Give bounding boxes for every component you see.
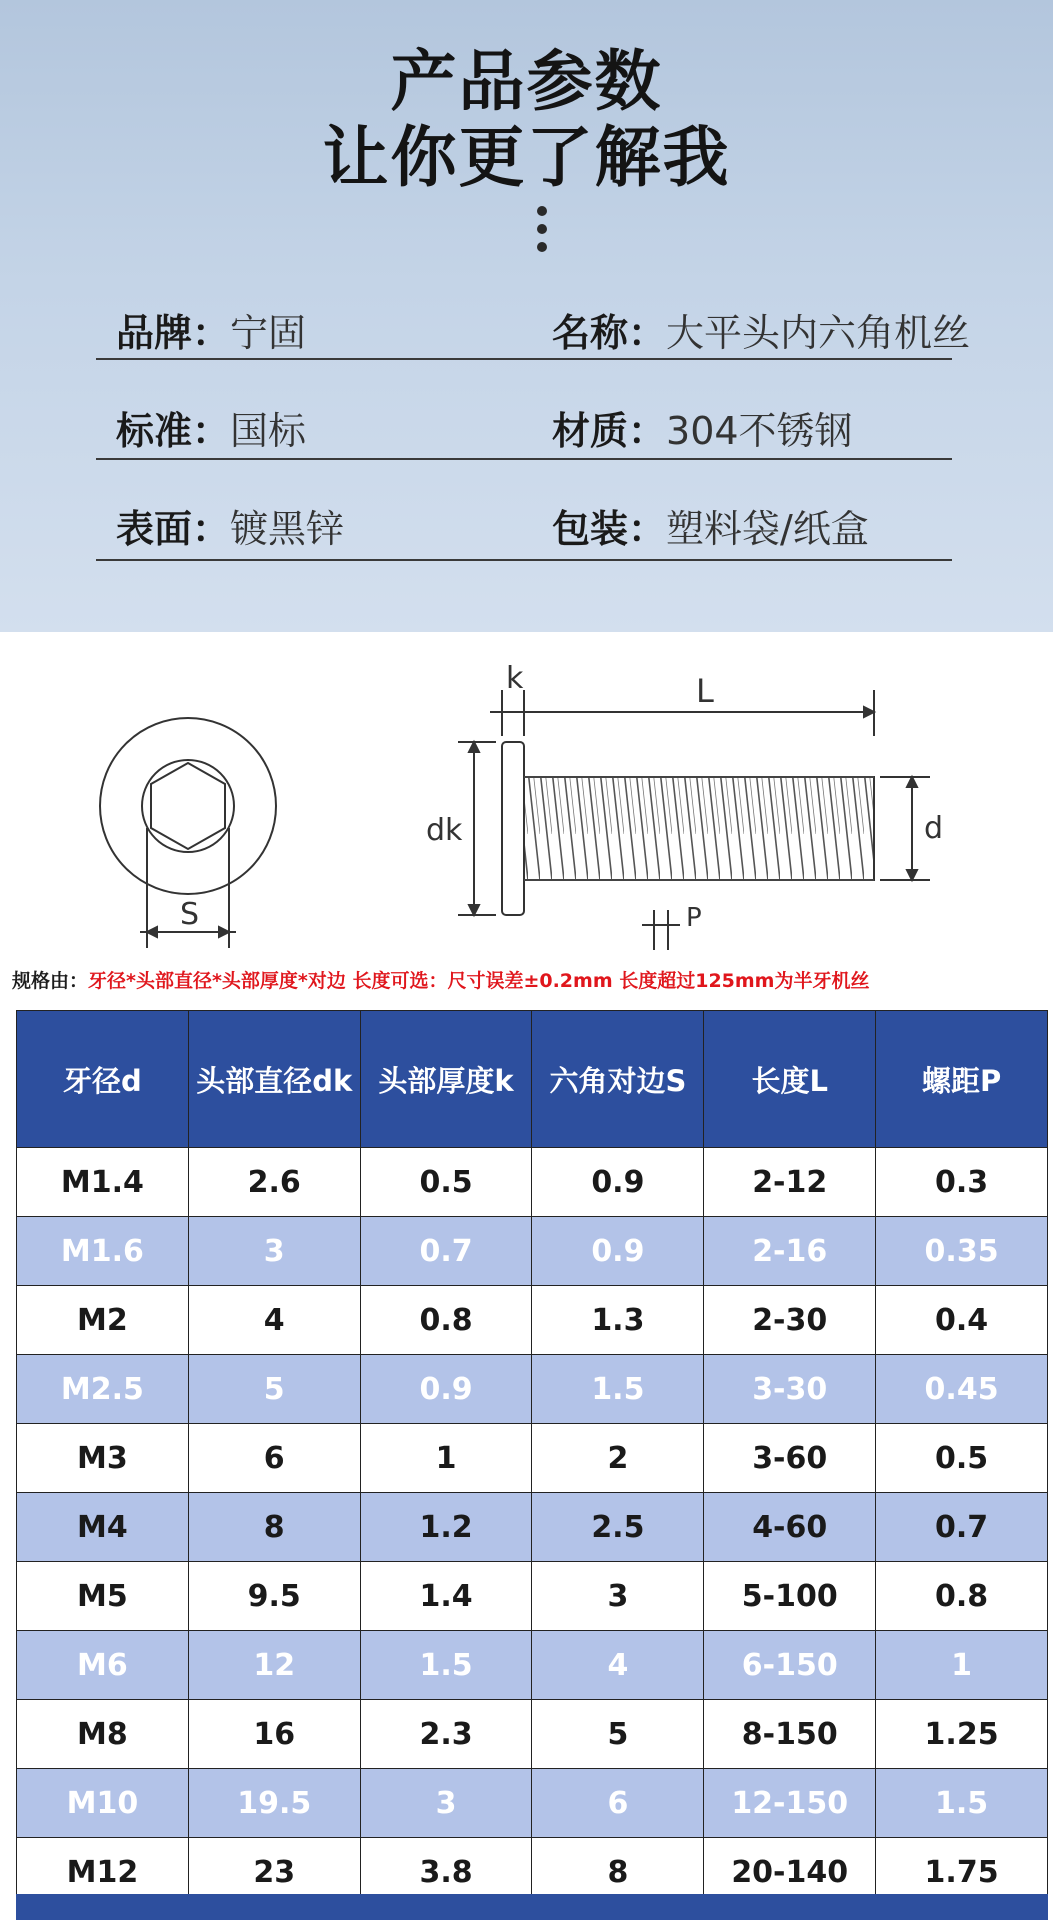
table-cell: 8-150 <box>704 1700 876 1769</box>
table-cell: 0.8 <box>876 1562 1048 1631</box>
table-cell: 20-140 <box>704 1838 876 1907</box>
table-cell: 0.7 <box>876 1493 1048 1562</box>
table-cell: M2.5 <box>17 1355 189 1424</box>
table-cell: 1.5 <box>876 1769 1048 1838</box>
table-row <box>17 1286 1048 1355</box>
table-cell: 4 <box>532 1631 704 1700</box>
table-cell: 5-100 <box>704 1562 876 1631</box>
table-cell: 2.5 <box>532 1493 704 1562</box>
table-cell: 0.8 <box>360 1286 532 1355</box>
spec-name: 名称：大平头内六角机丝 <box>552 311 971 355</box>
table-cell: 3 <box>360 1769 532 1838</box>
label-l: L <box>696 672 714 710</box>
table-cell: M4 <box>17 1493 189 1562</box>
col-header: 头部直径dk <box>188 1011 360 1148</box>
table-cell: 4-60 <box>704 1493 876 1562</box>
table-cell: 1.75 <box>876 1838 1048 1907</box>
table-cell: 5 <box>188 1355 360 1424</box>
table-cell: 2-30 <box>704 1286 876 1355</box>
table-cell: 3-60 <box>704 1424 876 1493</box>
vertical-dots-icon <box>537 206 549 260</box>
spec-row <box>96 302 971 402</box>
table-row <box>17 1148 1048 1217</box>
table-cell: 0.9 <box>532 1148 704 1217</box>
table-cell: 0.35 <box>876 1217 1048 1286</box>
page-subtitle: 让你更了解我 <box>322 119 731 196</box>
col-header: 螺距P <box>876 1011 1048 1148</box>
table-cell: 0.9 <box>360 1355 532 1424</box>
divider <box>96 358 952 360</box>
table-cell: M2 <box>17 1286 189 1355</box>
table-row <box>17 1562 1048 1631</box>
table-cell: 4 <box>188 1286 360 1355</box>
table-cell: 0.4 <box>876 1286 1048 1355</box>
table-cell: 3 <box>188 1217 360 1286</box>
bottom-strip <box>16 1894 1048 1920</box>
table-cell: 0.5 <box>360 1148 532 1217</box>
table-cell: M12 <box>17 1838 189 1907</box>
table-cell: 1.25 <box>876 1700 1048 1769</box>
table-cell: M6 <box>17 1631 189 1700</box>
table-cell: M5 <box>17 1562 189 1631</box>
table-cell: M1.4 <box>17 1148 189 1217</box>
label-p: P <box>686 903 702 933</box>
table-cell: 0.3 <box>876 1148 1048 1217</box>
col-header: 六角对边S <box>532 1011 704 1148</box>
table-row <box>17 1631 1048 1700</box>
label-d: d <box>924 811 944 846</box>
spec-row <box>96 400 952 500</box>
col-header: 长度L <box>704 1011 876 1148</box>
divider <box>96 458 952 460</box>
spec-row <box>96 498 952 598</box>
table-cell: 1.2 <box>360 1493 532 1562</box>
table-cell: 6 <box>188 1424 360 1493</box>
table-row <box>17 1769 1048 1838</box>
note-text: 牙径*头部直径*头部厚度*对边 长度可选：尺寸误差±0.2mm 长度超过125mm为半牙机丝 <box>88 970 870 992</box>
spec-packaging: 包装：塑料袋/纸盒 <box>552 507 869 551</box>
screw-dimension-diagram <box>0 640 1053 960</box>
table-cell: 1 <box>360 1424 532 1493</box>
label-k: k <box>506 661 524 696</box>
table-cell: 3.8 <box>360 1838 532 1907</box>
table-cell: 0.5 <box>876 1424 1048 1493</box>
note-label: 规格由： <box>12 970 89 992</box>
spec-table <box>16 1010 1048 1907</box>
table-cell: 0.7 <box>360 1217 532 1286</box>
table-row <box>17 1700 1048 1769</box>
table-cell: 8 <box>532 1838 704 1907</box>
table-cell: 6-150 <box>704 1631 876 1700</box>
label-s: S <box>180 897 200 932</box>
table-cell: 1 <box>876 1631 1048 1700</box>
col-header: 牙径d <box>17 1011 189 1148</box>
spec-material: 材质：304不锈钢 <box>552 409 853 453</box>
table-cell: 1.4 <box>360 1562 532 1631</box>
divider <box>96 559 952 561</box>
table-cell: 0.45 <box>876 1355 1048 1424</box>
table-cell: 3 <box>532 1562 704 1631</box>
table-row <box>17 1493 1048 1562</box>
table-cell: 0.9 <box>532 1217 704 1286</box>
spec-note <box>12 966 870 993</box>
table-cell: 2-12 <box>704 1148 876 1217</box>
table-cell: M1.6 <box>17 1217 189 1286</box>
table-row <box>17 1217 1048 1286</box>
table-cell: 16 <box>188 1700 360 1769</box>
hero-banner <box>0 0 1053 632</box>
table-cell: M8 <box>17 1700 189 1769</box>
table-cell: 23 <box>188 1838 360 1907</box>
table-cell: M10 <box>17 1769 189 1838</box>
table-row <box>17 1355 1048 1424</box>
table-cell: 2-16 <box>704 1217 876 1286</box>
table-cell: 6 <box>532 1769 704 1838</box>
spec-brand: 品牌：宁固 <box>116 311 307 355</box>
table-cell: 1.3 <box>532 1286 704 1355</box>
table-cell: 12 <box>188 1631 360 1700</box>
table-cell: 8 <box>188 1493 360 1562</box>
table-cell: 3-30 <box>704 1355 876 1424</box>
table-cell: 2.6 <box>188 1148 360 1217</box>
table-cell: 12-150 <box>704 1769 876 1838</box>
table-cell: 5 <box>532 1700 704 1769</box>
table-cell: 1.5 <box>532 1355 704 1424</box>
table-cell: 19.5 <box>188 1769 360 1838</box>
table-cell: 9.5 <box>188 1562 360 1631</box>
page-title: 产品参数 <box>390 43 663 120</box>
table-header-row <box>17 1011 1048 1148</box>
table-cell: 2.3 <box>360 1700 532 1769</box>
label-dk: dk <box>426 813 463 848</box>
table-row <box>17 1424 1048 1493</box>
spec-standard: 标准：国标 <box>116 409 307 453</box>
table-cell: M3 <box>17 1424 189 1493</box>
table-cell: 1.5 <box>360 1631 532 1700</box>
table-cell: 2 <box>532 1424 704 1493</box>
spec-surface: 表面：镀黑锌 <box>116 507 345 551</box>
col-header: 头部厚度k <box>360 1011 532 1148</box>
